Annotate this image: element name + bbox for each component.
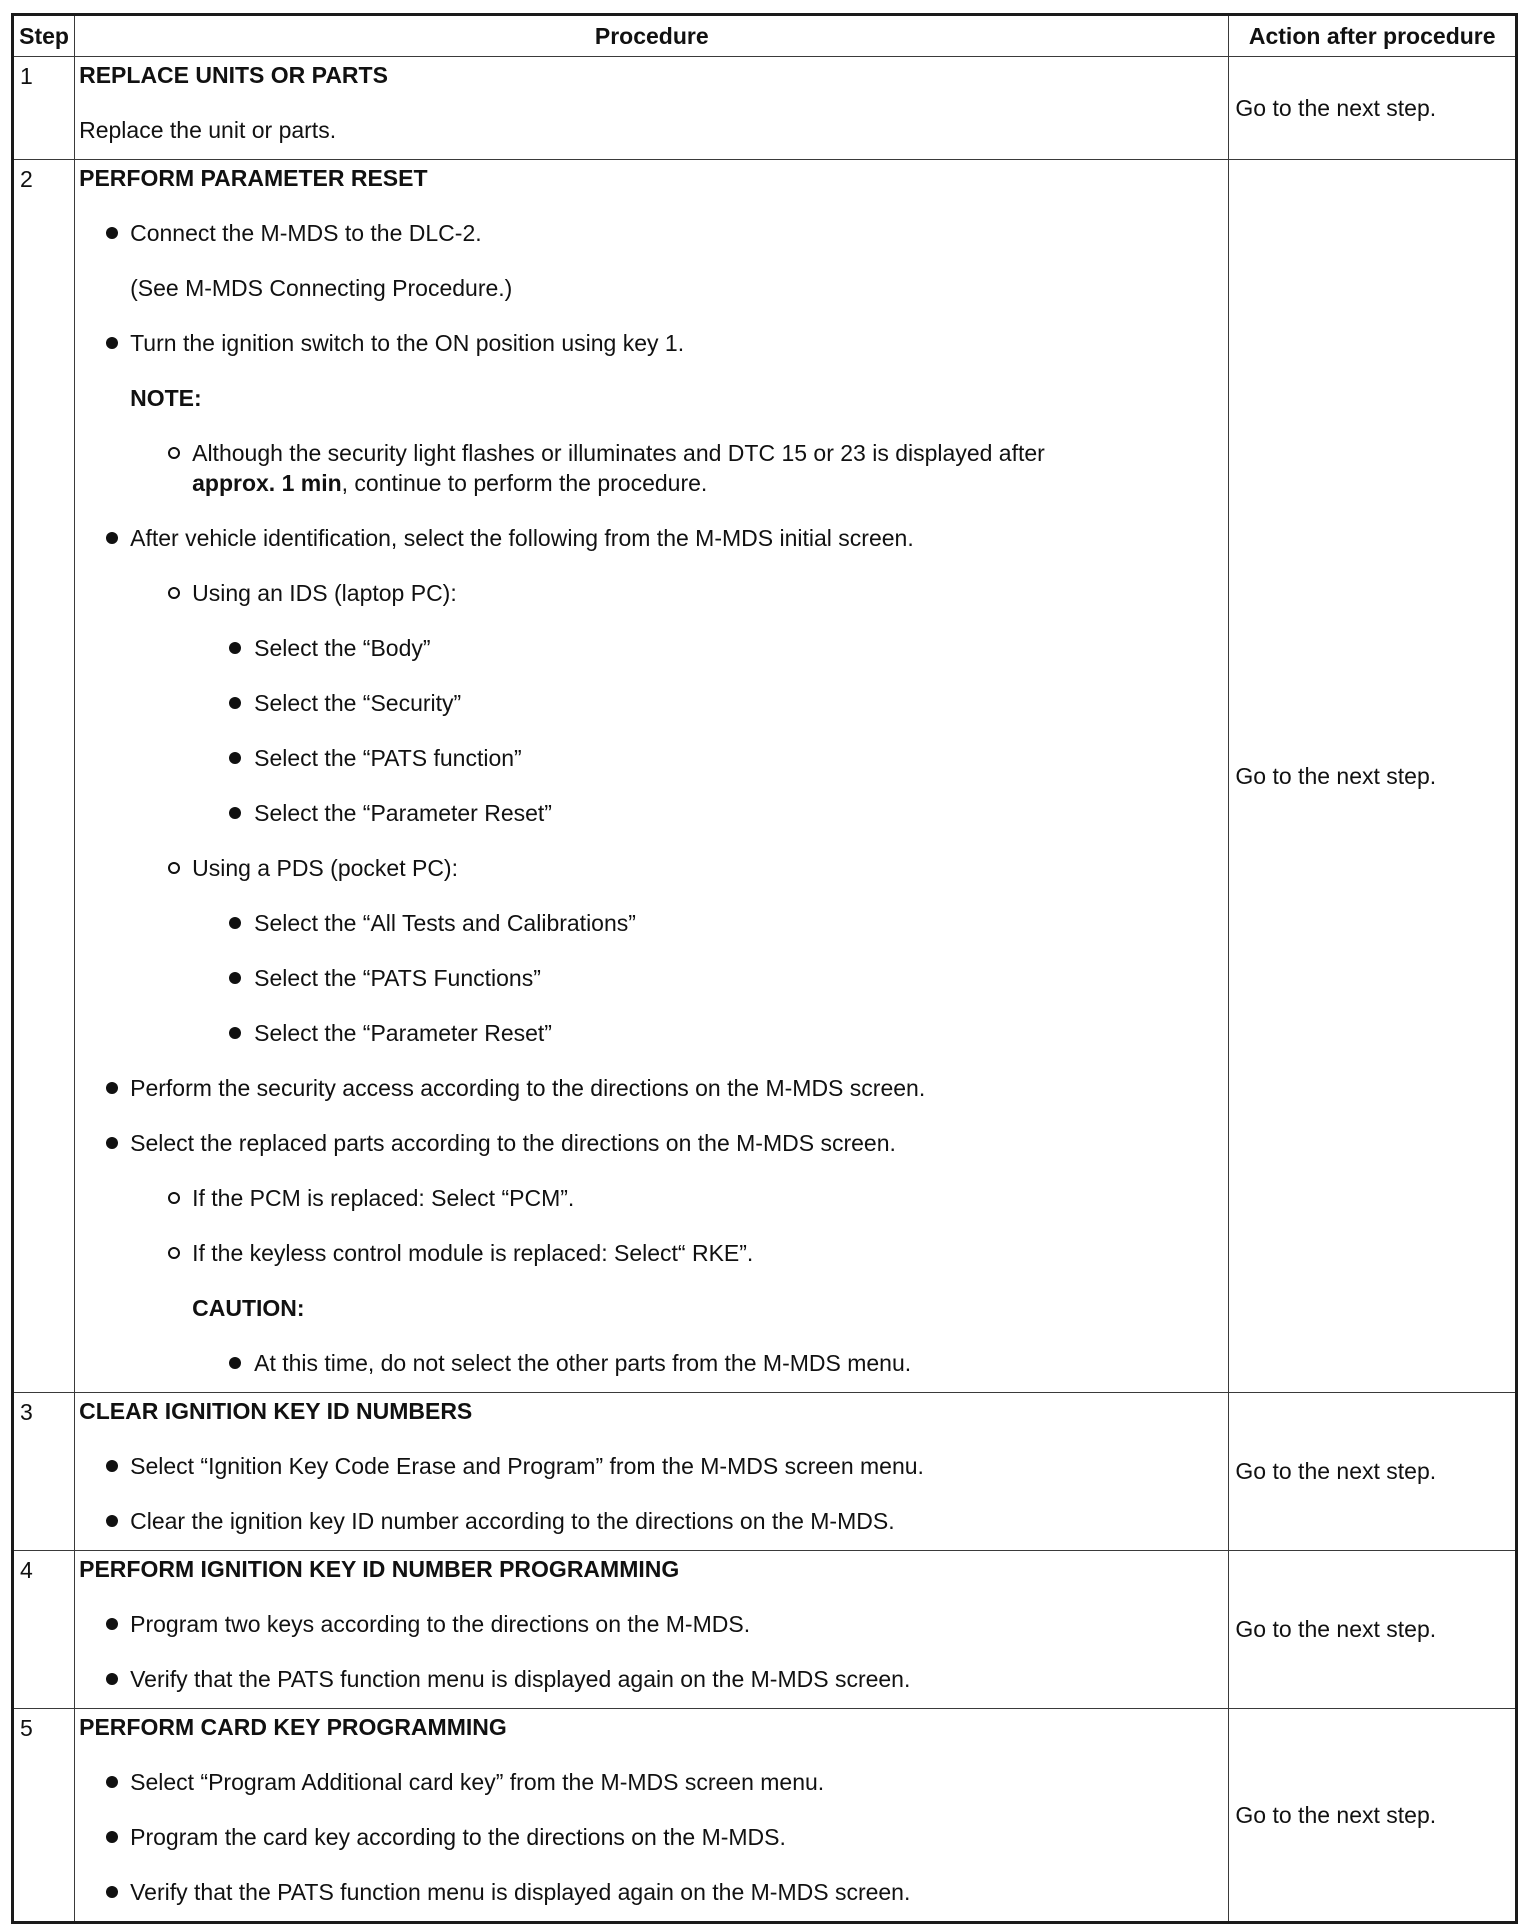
step-number: 1 bbox=[13, 57, 75, 160]
item-text: Select the “Parameter Reset” bbox=[254, 800, 552, 826]
list-item bbox=[75, 512, 1228, 567]
procedure-title: PERFORM PARAMETER RESET bbox=[79, 165, 428, 191]
procedure-cell bbox=[75, 160, 1229, 1393]
list-item bbox=[75, 1598, 1228, 1653]
list-item bbox=[75, 372, 1228, 427]
list-item bbox=[75, 1337, 1228, 1392]
procedure-cell bbox=[75, 1709, 1229, 1923]
item-text: Select “Program Additional card key” from the M-MDS screen menu. bbox=[130, 1769, 825, 1795]
list-item bbox=[75, 1007, 1228, 1062]
list-item bbox=[75, 1811, 1228, 1866]
step-number: 4 bbox=[13, 1551, 75, 1709]
list-item bbox=[75, 1495, 1228, 1550]
item-text-part: Although the security light flashes or illuminates and DTC 15 or 23 is displayed after bbox=[192, 440, 1045, 466]
item-text: Using a PDS (pocket PC): bbox=[192, 855, 458, 881]
table-row bbox=[13, 1709, 1517, 1923]
disc-bullet-icon bbox=[229, 917, 241, 929]
list-item bbox=[75, 207, 1228, 262]
disc-bullet-icon bbox=[106, 1460, 118, 1472]
table-body bbox=[13, 57, 1517, 1923]
list-item bbox=[75, 1282, 1228, 1337]
disc-bullet-icon bbox=[106, 1515, 118, 1527]
disc-bullet-icon bbox=[229, 1027, 241, 1039]
item-text: Select the “Parameter Reset” bbox=[254, 1020, 552, 1046]
item-text: Select “Ignition Key Code Erase and Program” from the M-MDS screen menu. bbox=[130, 1453, 924, 1479]
circle-bullet-icon bbox=[168, 862, 180, 874]
item-text: Select the replaced parts according to the directions on the M-MDS screen. bbox=[130, 1130, 896, 1156]
list-item bbox=[75, 427, 1228, 512]
disc-bullet-icon bbox=[106, 227, 118, 239]
table-row bbox=[13, 1393, 1517, 1551]
list-item bbox=[75, 1227, 1228, 1282]
disc-bullet-icon bbox=[106, 1082, 118, 1094]
item-text: Verify that the PATS function menu is displayed again on the M-MDS screen. bbox=[130, 1666, 911, 1692]
disc-bullet-icon bbox=[106, 1831, 118, 1843]
list-item bbox=[75, 842, 1228, 897]
circle-bullet-icon bbox=[168, 1192, 180, 1204]
disc-bullet-icon bbox=[106, 532, 118, 544]
item-text: Turn the ignition switch to the ON position using key 1. bbox=[130, 330, 685, 356]
item-text: (See M-MDS Connecting Procedure.) bbox=[130, 275, 513, 301]
list-item bbox=[75, 1866, 1228, 1921]
list-item bbox=[75, 1117, 1228, 1172]
item-text: Select the “PATS function” bbox=[254, 745, 522, 771]
procedure-title: PERFORM CARD KEY PROGRAMMING bbox=[79, 1714, 507, 1740]
item-text: After vehicle identification, select the following from the M-MDS initial screen. bbox=[130, 525, 914, 551]
item-text: Select the “All Tests and Calibrations” bbox=[254, 910, 636, 936]
list-item bbox=[75, 1653, 1228, 1708]
item-text: Select the “PATS Functions” bbox=[254, 965, 541, 991]
list-item bbox=[75, 787, 1228, 842]
item-text-bold: approx. 1 min bbox=[192, 470, 342, 496]
step-number: 3 bbox=[13, 1393, 75, 1551]
disc-bullet-icon bbox=[106, 337, 118, 349]
list-item bbox=[75, 317, 1228, 372]
item-text: Select the “Body” bbox=[254, 635, 431, 661]
item-text: Clear the ignition key ID number according to the directions on the M-MDS. bbox=[130, 1508, 895, 1534]
item-text: At this time, do not select the other parts from the M-MDS menu. bbox=[254, 1350, 912, 1376]
action-cell: Go to the next step. bbox=[1229, 1393, 1517, 1551]
procedure-cell bbox=[75, 57, 1229, 160]
list-item bbox=[75, 1440, 1228, 1495]
list-item bbox=[75, 952, 1228, 1007]
item-text bbox=[192, 438, 1045, 498]
item-text: Verify that the PATS function menu is displayed again on the M-MDS screen. bbox=[130, 1879, 911, 1905]
list-item bbox=[75, 897, 1228, 952]
item-text: Connect the M-MDS to the DLC-2. bbox=[130, 220, 482, 246]
list-item bbox=[75, 732, 1228, 787]
item-text: Program two keys according to the directions on the M-MDS. bbox=[130, 1611, 751, 1637]
disc-bullet-icon bbox=[229, 1357, 241, 1369]
header-row bbox=[13, 15, 1517, 57]
circle-bullet-icon bbox=[168, 1247, 180, 1259]
list-item bbox=[75, 622, 1228, 677]
table-row bbox=[13, 1551, 1517, 1709]
disc-bullet-icon bbox=[106, 1776, 118, 1788]
procedure-title: PERFORM IGNITION KEY ID NUMBER PROGRAMMING bbox=[79, 1556, 680, 1582]
header-step: Step bbox=[13, 15, 75, 57]
list-item bbox=[75, 1756, 1228, 1811]
list-item bbox=[75, 262, 1228, 317]
section-label: CAUTION: bbox=[192, 1295, 305, 1321]
item-text: Replace the unit or parts. bbox=[79, 117, 337, 143]
list-item bbox=[75, 1172, 1228, 1227]
disc-bullet-icon bbox=[106, 1673, 118, 1685]
action-cell: Go to the next step. bbox=[1229, 1709, 1517, 1923]
section-label: NOTE: bbox=[130, 385, 202, 411]
disc-bullet-icon bbox=[106, 1886, 118, 1898]
circle-bullet-icon bbox=[168, 587, 180, 599]
list-item bbox=[75, 104, 1228, 159]
list-item bbox=[75, 567, 1228, 622]
action-cell: Go to the next step. bbox=[1229, 57, 1517, 160]
item-text: Select the “Security” bbox=[254, 690, 462, 716]
item-text: Using an IDS (laptop PC): bbox=[192, 580, 457, 606]
disc-bullet-icon bbox=[229, 752, 241, 764]
circle-bullet-icon bbox=[168, 447, 180, 459]
procedure-cell bbox=[75, 1551, 1229, 1709]
list-item bbox=[75, 677, 1228, 732]
disc-bullet-icon bbox=[229, 807, 241, 819]
procedure-title: REPLACE UNITS OR PARTS bbox=[79, 62, 388, 88]
item-text-part: , continue to perform the procedure. bbox=[341, 470, 708, 496]
item-text: If the keyless control module is replaced: Select“ RKE”. bbox=[192, 1240, 754, 1266]
disc-bullet-icon bbox=[229, 697, 241, 709]
table-row bbox=[13, 57, 1517, 160]
disc-bullet-icon bbox=[106, 1618, 118, 1630]
item-text: Program the card key according to the directions on the M-MDS. bbox=[130, 1824, 786, 1850]
table-row bbox=[13, 160, 1517, 1393]
procedure-title: CLEAR IGNITION KEY ID NUMBERS bbox=[79, 1398, 473, 1424]
disc-bullet-icon bbox=[106, 1137, 118, 1149]
header-action: Action after procedure bbox=[1229, 15, 1517, 57]
header-procedure: Procedure bbox=[75, 15, 1229, 57]
action-cell: Go to the next step. bbox=[1229, 160, 1517, 1393]
procedure-table bbox=[11, 13, 1518, 1924]
step-number: 2 bbox=[13, 160, 75, 1393]
action-cell: Go to the next step. bbox=[1229, 1551, 1517, 1709]
disc-bullet-icon bbox=[229, 972, 241, 984]
disc-bullet-icon bbox=[229, 642, 241, 654]
list-item bbox=[75, 1062, 1228, 1117]
item-text: Perform the security access according to the directions on the M-MDS screen. bbox=[130, 1075, 926, 1101]
item-text: If the PCM is replaced: Select “PCM”. bbox=[192, 1185, 575, 1211]
procedure-cell bbox=[75, 1393, 1229, 1551]
step-number: 5 bbox=[13, 1709, 75, 1923]
